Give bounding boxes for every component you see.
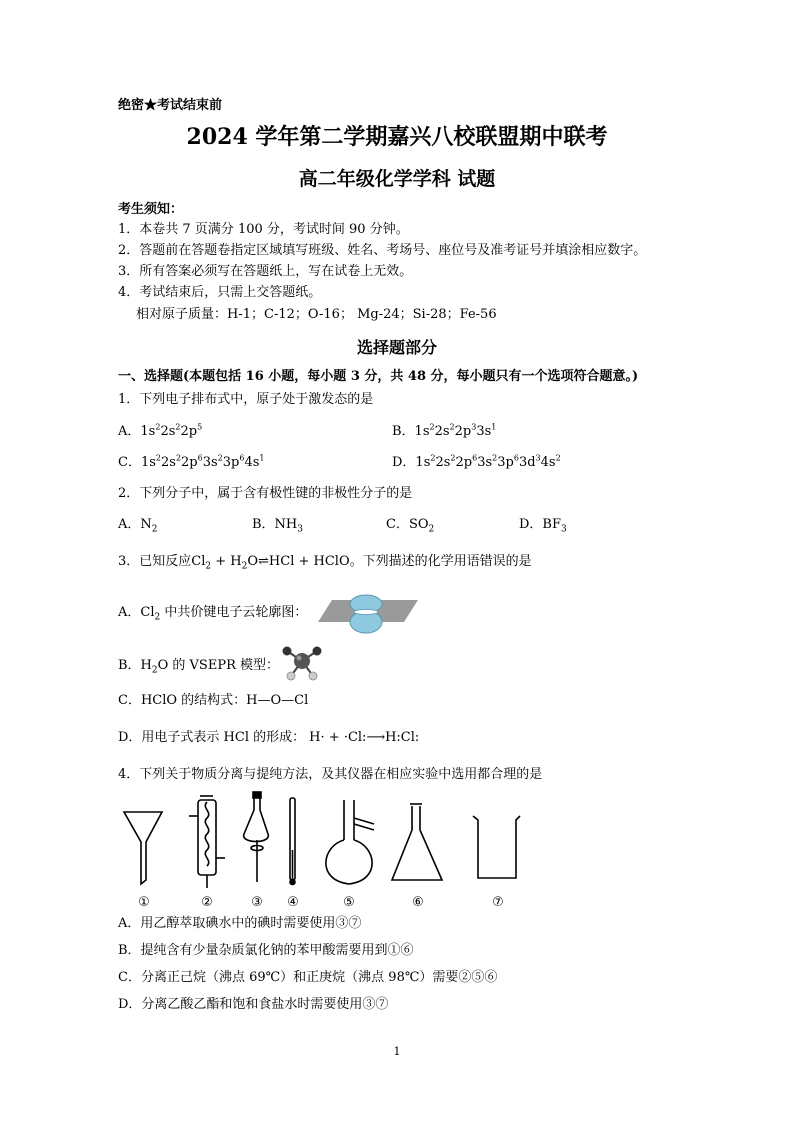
notice-heading: 考生须知： (118, 202, 184, 217)
q4-option-b: B．提纯含有少量杂质氯化钠的苯甲酸需要用到①⑥ (118, 943, 414, 958)
q4-option-c: C．分离正己烷（沸点 69℃）和正庚烷（沸点 98℃）需要②⑤⑥ (118, 970, 498, 985)
h2o-vsepr-model (278, 643, 326, 683)
exam-title: 2024 学年第二学期嘉兴八校联盟期中联考 (186, 124, 608, 150)
label-2: ② (201, 895, 213, 910)
beaker-icon (473, 816, 520, 878)
h-atom: H· (309, 730, 325, 745)
label-7: ⑦ (492, 895, 504, 910)
q2-stem: 2．下列分子中，属于含有极性键的非极性分子的是 (118, 486, 413, 501)
cl-atom: ·Cl: (343, 730, 367, 745)
q4-apparatus-figure (118, 790, 558, 910)
label-3: ③ (251, 895, 263, 910)
section-title: 选择题部分 (356, 338, 437, 357)
q3-option-d: D．用电子式表示 HCl 的形成： H· + ·Cl:⟶H:Cl: (118, 730, 420, 745)
thermometer-icon (290, 798, 295, 885)
distillation-flask-icon (326, 800, 374, 884)
arrow: ⟶ (366, 730, 386, 745)
plus-sign: + (328, 730, 340, 745)
q3-option-b: B．$H_2O$ 的 VSEPR 模型： (118, 658, 279, 676)
q1-option-a: A．$1s^22s^22p^5$ (118, 422, 203, 439)
q1-option-c: C．$1s^22s^22p^63s^23p^64s^1$ (118, 453, 265, 470)
label-5: ⑤ (343, 895, 355, 910)
notice-item-1: 1．本卷共 7 页满分 100 分，考试时间 90 分钟。 (118, 222, 409, 237)
q1-option-b: B．$1s^22s^22p^33s^1$ (392, 422, 497, 439)
q3-option-a: A．$Cl_2$ 中共价键电子云轮廓图： (118, 605, 308, 623)
q2-option-d: D．$BF_3$ (519, 517, 567, 535)
label-6: ⑥ (412, 895, 424, 910)
section-instruction: 一、选择题(本题包括 16 小题，每小题 3 分，共 48 分，每小题只有一个选项符合题意。) (118, 369, 639, 384)
q3-stem: 3．已知反应$Cl_2$ + $H_2O\rightleftharpoons HCl$ + HClO。下列描述的化学用语错误的是 (118, 554, 532, 572)
q4-stem: 4．下列关于物质分离与提纯方法，及其仪器在相应实验中选用都合理的是 (118, 767, 543, 782)
notice-item-2: 2．答题前在答题卷指定区域填写班级、姓名、考场号、座位号及准考证号并填涂相应数字。 (118, 243, 647, 258)
q2-option-c: C．$SO_2$ (386, 517, 435, 535)
q3-equation: $Cl_2$ + $H_2O\rightleftharpoons HCl$ + HClO (191, 554, 350, 572)
funnel-icon (124, 812, 162, 884)
secret-label: 绝密★考试结束前 (118, 98, 223, 113)
notice-item-3: 3．所有答案必须写在答题纸上，写在试卷上无效。 (118, 264, 413, 279)
q2-option-a: A．$N_2$ (118, 517, 158, 535)
separatory-funnel-icon (244, 792, 269, 882)
conical-flask-icon (392, 804, 442, 880)
label-4: ④ (287, 895, 299, 910)
exam-subtitle: 高二年级化学学科 试题 (298, 168, 496, 190)
q2-option-b: B．$NH_3$ (252, 517, 303, 535)
atomic-masses: 相对原子质量：H-1；C-12；O-16； Mg-24；Si-28；Fe-56 (136, 307, 497, 322)
q4-option-a: A．用乙醇萃取碘水中的碘时需要使用③⑦ (118, 916, 362, 931)
label-1: ① (138, 895, 150, 910)
q3-option-c: C．HClO 的结构式：H—O—Cl (118, 693, 309, 708)
hcl-molecule: H:Cl: (385, 730, 420, 745)
notice-item-4: 4．考试结束后，只需上交答题纸。 (118, 285, 322, 300)
q4-option-d: D．分离乙酸乙酯和饱和食盐水时需要使用③⑦ (118, 997, 389, 1012)
cl2-orbital-diagram (318, 592, 420, 636)
condenser-icon (189, 796, 225, 888)
q1-option-d: D．$1s^22s^22p^63s^23p^63d^34s^2$ (392, 453, 561, 470)
page-number: 1 (393, 1045, 401, 1058)
q1-stem: 1．下列电子排布式中，原子处于激发态的是 (118, 392, 374, 407)
